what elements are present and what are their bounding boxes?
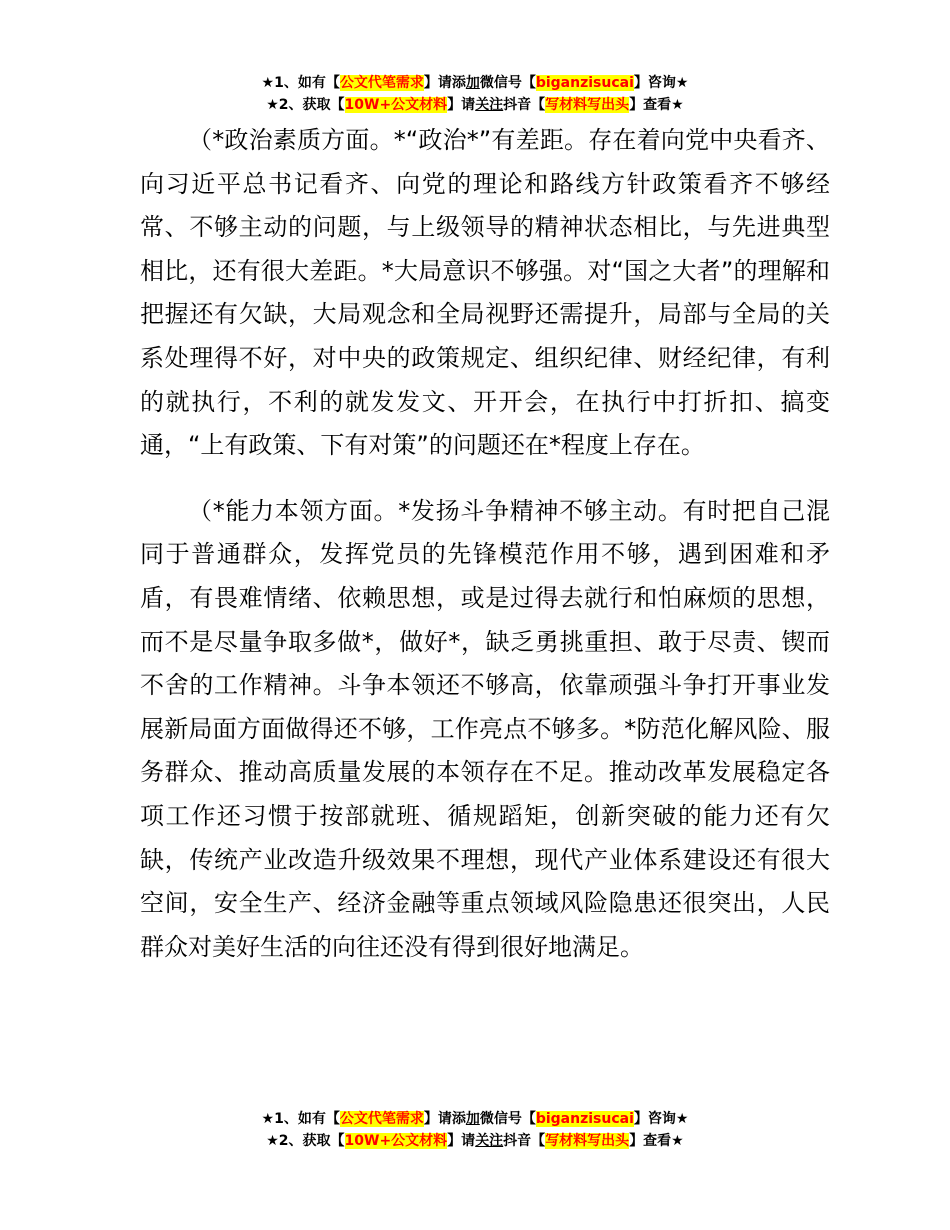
header-line-2-prefix: ★2、获取【 — [266, 97, 345, 113]
paragraph-ability-skills: （*能力本领方面。*发扬斗争精神不够主动。有时把自己混同于普通群众，发挥党员的先锋模范作用不够，遇到困难和矛盾，有畏难情绪、依赖思想，或是过得去就行和怕麻烦的思想，而不是尽量争取多做*，做好*，缺乏勇挑重担、敢于尽责、锲而不舍的工作精神。斗争本领还不够高，依靠顽强斗争打开事业发展新局面方面做得还不够，工作亮点不够多。*防范化解风险、服务群众、推动高质量发展的本领存在不足。推动改革发展稳定各项工作还习惯于按部就班、循规蹈矩，创新突破的能力还有欠缺，传统产业改造升级效果不理想，现代产业体系建设还有很大空间，安全生产、经济金融等重点领域风险隐患还很突出，人民群众对美好生活的向往还没有得到很好地满足。 — [140, 496, 830, 961]
header-highlight-wechat-id: biganzisucai — [535, 75, 634, 91]
header-line-1-mid2: 微信号【 — [479, 75, 536, 91]
footer-line-2 — [0, 1130, 950, 1152]
footer-line-2-prefix: ★2、获取【 — [266, 1133, 345, 1149]
document-body — [140, 119, 830, 991]
footer-highlight-wechat-id: biganzisucai — [535, 1111, 634, 1127]
footer-banner — [0, 1108, 950, 1152]
footer-highlight-douyin: 写材料写出头 — [545, 1133, 630, 1149]
footer-underline-add: 加 — [465, 1111, 480, 1127]
header-line-1 — [0, 72, 950, 94]
footer-highlight-materials: 10W+公文材料 — [344, 1133, 448, 1149]
header-line-2-mid: 】请 — [447, 97, 476, 113]
header-line-1-prefix: ★1、如有【 — [261, 75, 340, 91]
footer-highlight-service: 公文代笔需求 — [339, 1111, 424, 1127]
footer-line-1 — [0, 1108, 950, 1130]
header-highlight-service: 公文代笔需求 — [339, 75, 424, 91]
footer-line-1-suffix: 】咨询★ — [633, 1111, 689, 1127]
header-underline-follow: 关注 — [475, 97, 504, 113]
header-line-2 — [0, 94, 950, 116]
paragraph-political-quality: （*政治素质方面。*“政治*”有差距。存在着向党中央看齐、向习近平总书记看齐、向党的理论和路线方针政策看齐不够经常、不够主动的问题，与上级领导的精神状态相比，与先进典型相比，还有很大差距。*大局意识不够强。对“国之大者”的理解和把握还有欠缺，大局观念和全局视野还需提升，局部与全局的关系处理得不好，对中央的政策规定、组织纪律、财经纪律，有利的就执行，不利的就发发文、开开会，在执行中打折扣、搞变通，“上有政策、下有对策”的问题还在*程度上存在。 — [140, 126, 830, 460]
header-banner — [0, 72, 950, 116]
header-highlight-materials: 10W+公文材料 — [344, 97, 448, 113]
footer-line-2-mid2: 抖音【 — [503, 1133, 546, 1149]
header-line-2-suffix: 】查看★ — [629, 97, 684, 113]
footer-line-1-prefix: ★1、如有【 — [261, 1111, 340, 1127]
footer-line-1-mid: 】请添 — [423, 1111, 466, 1127]
header-line-2-mid2: 抖音【 — [503, 97, 546, 113]
footer-underline-follow: 关注 — [475, 1133, 504, 1149]
header-highlight-douyin: 写材料写出头 — [545, 97, 630, 113]
header-underline-add: 加 — [465, 75, 480, 91]
footer-line-1-mid2: 微信号【 — [479, 1111, 536, 1127]
header-line-1-mid: 】请添 — [423, 75, 466, 91]
footer-line-2-suffix: 】查看★ — [629, 1133, 684, 1149]
footer-line-2-mid: 】请 — [447, 1133, 476, 1149]
header-line-1-suffix: 】咨询★ — [633, 75, 689, 91]
